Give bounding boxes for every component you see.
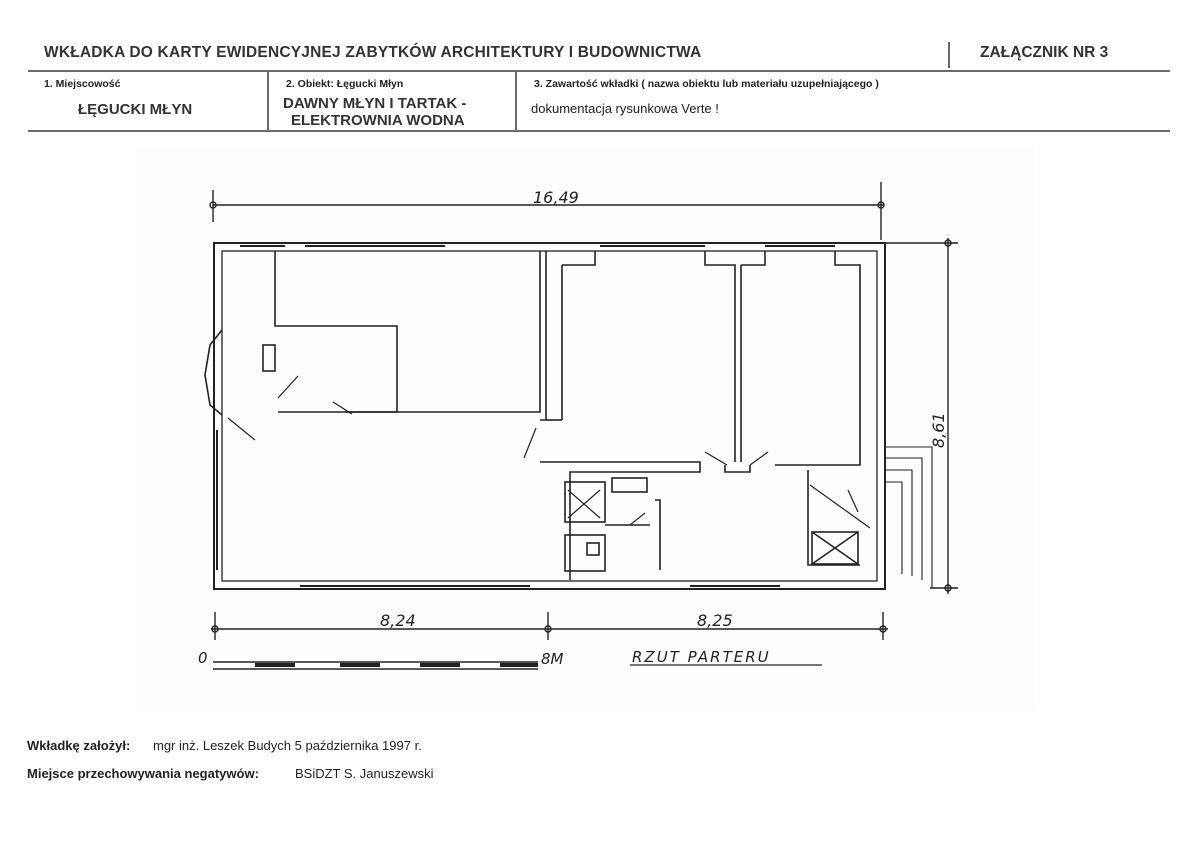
scale-bar [213, 662, 538, 669]
content-value: dokumentacja rysunkowa Verte ! [531, 101, 719, 116]
door-swings [228, 376, 870, 528]
dim-height-text: 8,61 [929, 412, 948, 448]
content-label: 3. Zawartość wkładki ( nazwa obiektu lub materiału uzupełniającego ) [534, 78, 879, 90]
place-label: 1. Miejscowość [44, 78, 121, 90]
dim-right-text: 8,25 [697, 611, 733, 630]
document-title: WKŁADKA DO KARTY EWIDENCYJNEJ ZABYTKÓW ARCHITEKTURY I BUDOWNICTWA [44, 44, 702, 61]
outer-walls [214, 243, 885, 589]
plan-title: RZUT PARTERU [632, 648, 771, 666]
created-by-value: mgr inż. Leszek Budych 5 października 1997 r. [153, 738, 422, 753]
interior-walls [205, 251, 860, 580]
negatives-storage-value: BSiDZT S. Januszewski [295, 766, 434, 781]
annex-number: ZAŁĄCZNIK NR 3 [980, 44, 1109, 61]
object-label: 2. Obiekt: Łęgucki Młyn [286, 78, 404, 90]
place-value: ŁĘGUCKI MŁYN [78, 101, 193, 118]
dim-total-width-text: 16,49 [533, 188, 579, 207]
scale-start-text: 0 [198, 649, 208, 667]
scale-end-text: 8M [541, 650, 564, 668]
created-by-label: Wkładkę założył: [27, 738, 131, 753]
exterior-stair [885, 447, 932, 588]
dim-left-text: 8,24 [380, 611, 416, 630]
negatives-storage-label: Miejsce przechowywania negatywów: [27, 766, 259, 781]
object-value-line1: DAWNY MŁYN I TARTAK - [283, 95, 467, 112]
dimension-bottom [211, 612, 888, 640]
object-value-line2: ELEKTROWNIA WODNA [291, 112, 465, 129]
